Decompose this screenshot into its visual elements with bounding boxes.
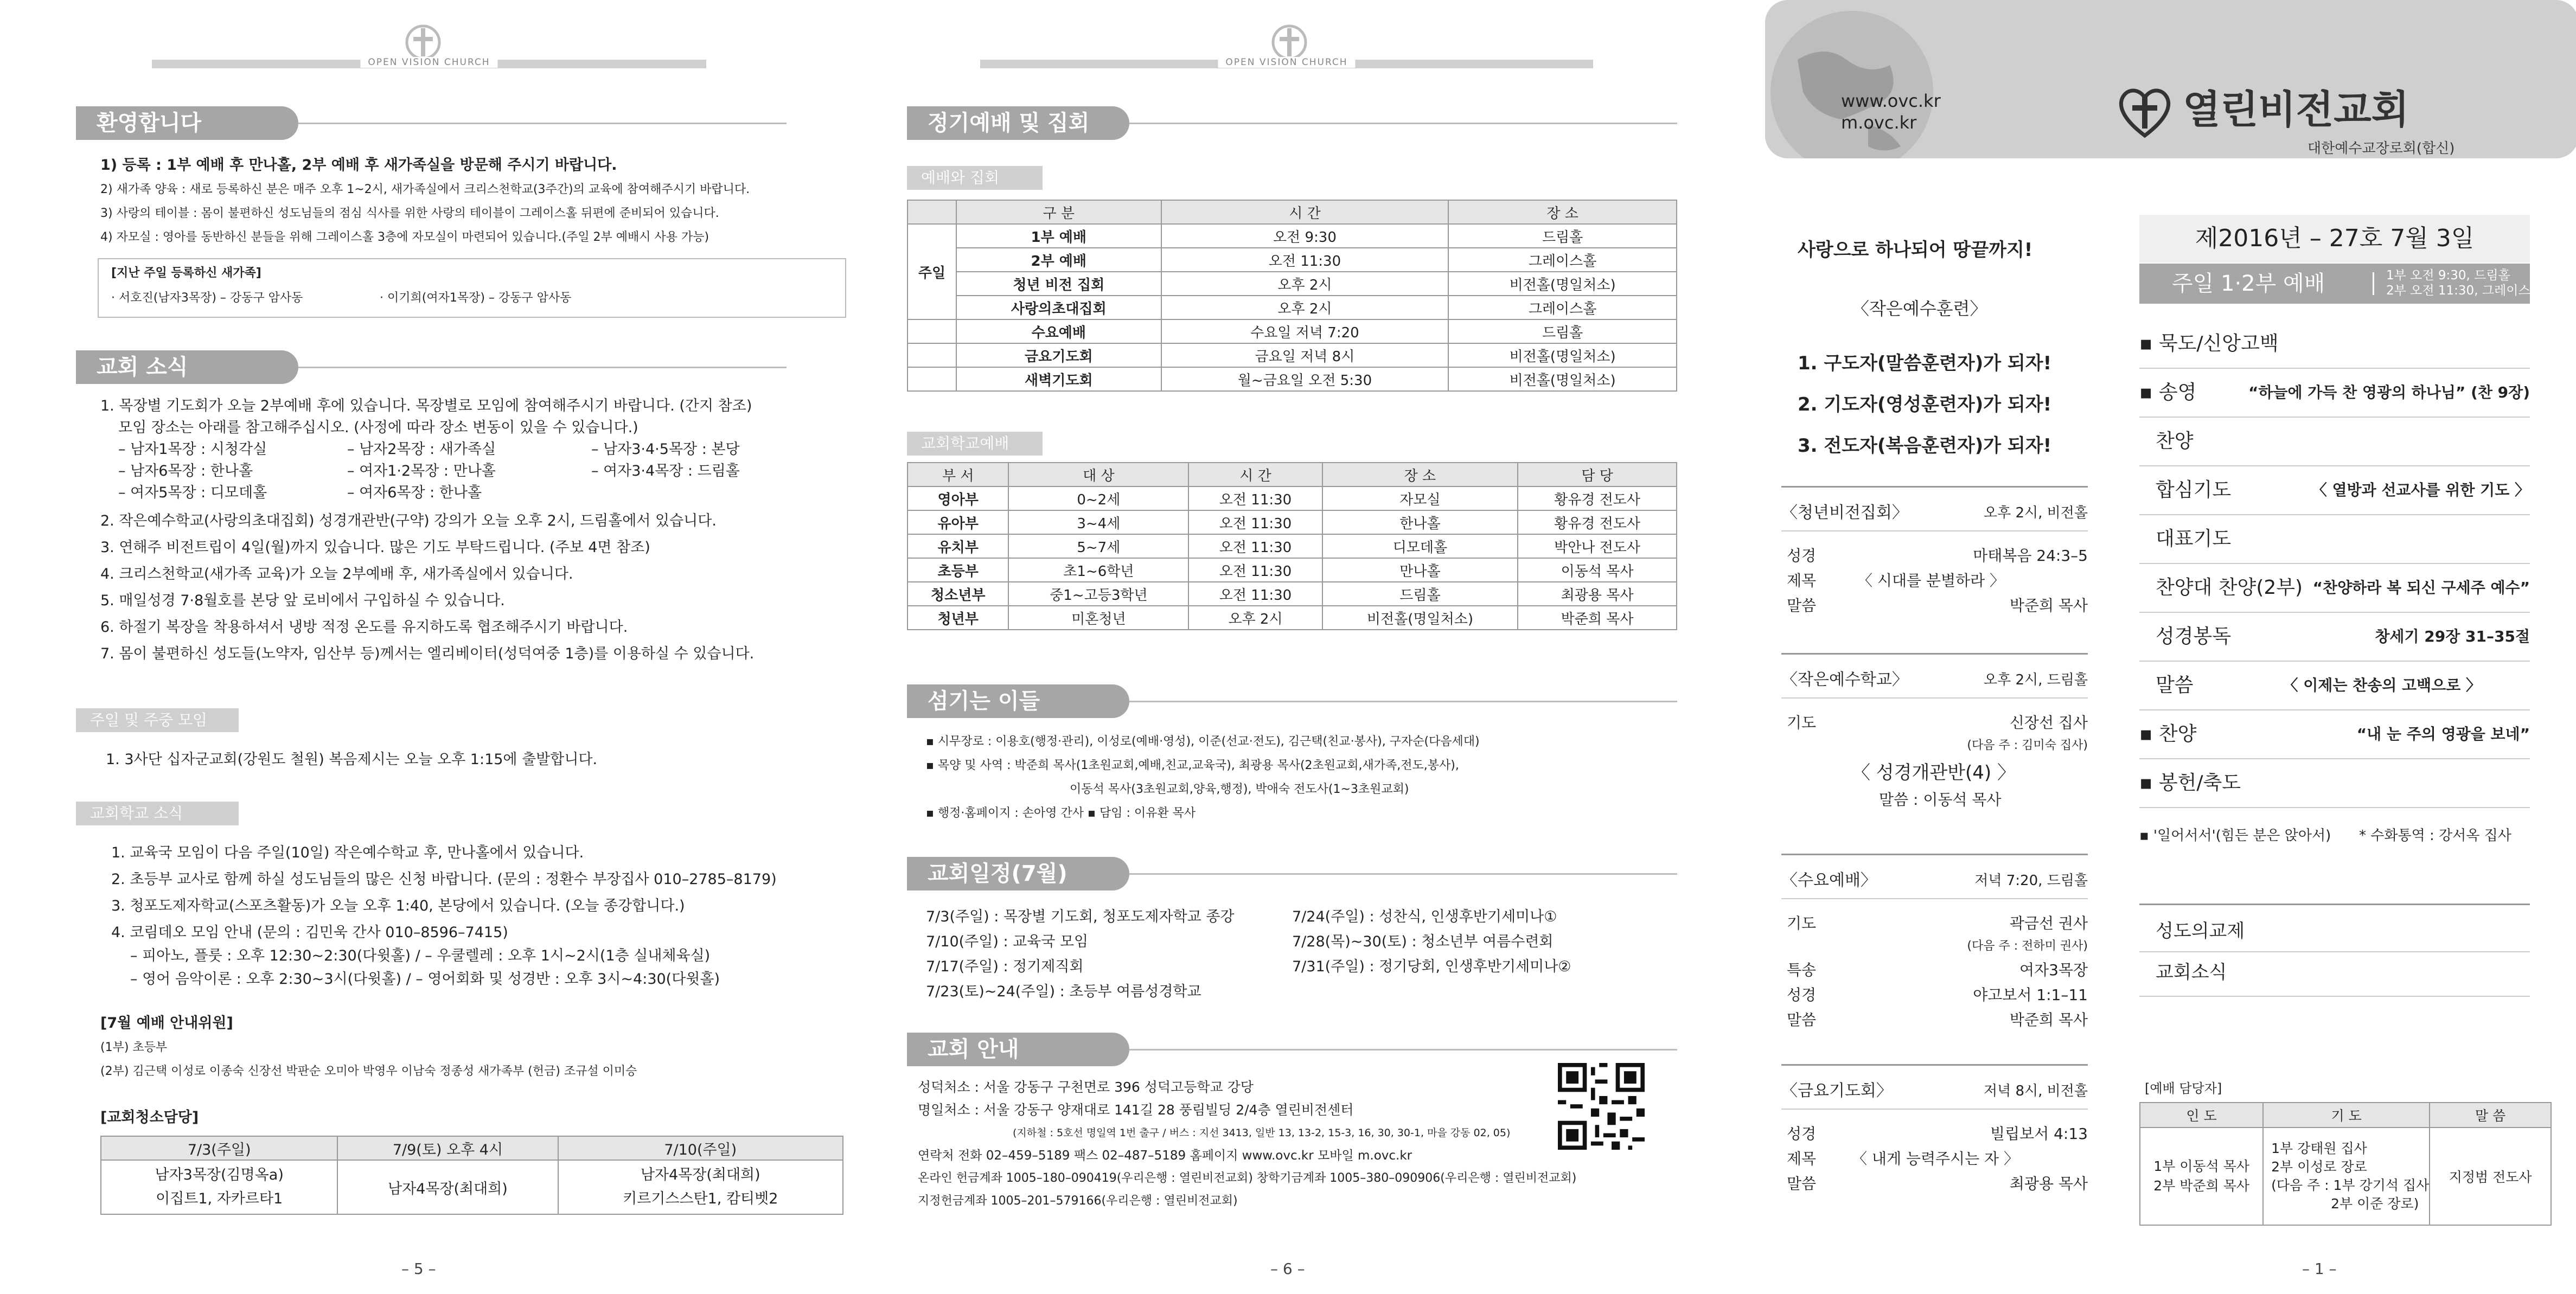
- page-5: [0, 0, 858, 1294]
- row-value: 박준희 목사: [2009, 597, 2088, 614]
- header-strip: [980, 57, 1593, 68]
- divider: [298, 123, 787, 124]
- schedule-item: 7/24(주일) : 성찬식, 인생후반기세미나①: [1292, 908, 1557, 925]
- table-cell: 오후 2시: [1188, 606, 1322, 630]
- welcome-item: 4) 자모실 : 영아를 동반하신 분들을 위해 그레이스홀 3층에 자모실이 마련되어 있습니다.(주일 2부 예배시 사용 가능): [100, 230, 709, 244]
- school-table: [907, 462, 1677, 630]
- fellowship-label: 성도의교제: [2156, 920, 2245, 942]
- table-cell: 오전 11:30: [1188, 486, 1322, 510]
- table-header: 장 소: [1322, 463, 1518, 486]
- header-strip: [152, 57, 706, 68]
- goal-item: 2. 기도자(영성훈련자)가 되자!: [1798, 394, 2052, 415]
- school-item: 4. 코림데오 모임 안내 (문의 : 김민욱 간사 010–8596–7415): [111, 924, 508, 941]
- clean-cell: 남자3목장(김명옥a): [155, 1167, 284, 1183]
- schedule-heading: 교회일정(7월): [907, 857, 1129, 891]
- order-label: 합심기도: [2156, 479, 2232, 501]
- order-label: 찬양대 찬양(2부): [2156, 576, 2303, 599]
- row-value: 최광용 목사: [2009, 1175, 2088, 1193]
- table-cell: 유치부: [907, 534, 1008, 558]
- divider: [2139, 807, 2530, 808]
- duty-cell: 2부 박준희 목사: [2153, 1178, 2249, 1194]
- row-label: 제목: [1787, 1150, 1817, 1168]
- goal-item: 1. 구도자(말씀훈련자)가 되자!: [1798, 353, 2052, 374]
- row-value: 박준희 목사: [2009, 1011, 2088, 1029]
- servants-line: ▪ 목양 및 사역 : 박준희 목사(1초원교회,예배,친교,교육국), 최광용 목사(2초원교회,새가족,전도,봉사),: [926, 759, 1459, 772]
- newcomer: · 서호진(남자3목장) – 강동구 암사동: [111, 291, 303, 305]
- divider: [1129, 701, 1677, 702]
- row-label: 제목: [1787, 572, 1817, 590]
- order-item: [2156, 466, 2530, 514]
- duty-cell: 2부 이준 장로): [2331, 1196, 2419, 1212]
- row-value: 여자3목장: [2019, 961, 2088, 979]
- table-cell: 0~2세: [1008, 486, 1188, 510]
- servants-line: ▪ 시무장로 : 이용호(행정·관리), 이성로(예배·영성), 이준(선교·전도), 김근택(친교·봉사), 구자순(다음세대): [926, 735, 1480, 748]
- clean-cell: 남자4목장(최대희): [640, 1167, 760, 1183]
- divider: [298, 367, 787, 368]
- small-head: [1781, 662, 2088, 699]
- row-label: 말씀: [1787, 1175, 1817, 1193]
- row-value: 〈 내게 능력주시는 자 〉: [1852, 1150, 2019, 1168]
- newcomer: · 이기희(여자1목장) – 강동구 암사동: [380, 291, 572, 305]
- district-item: 1. 3사단 십자군교회(강원도 철원) 복음제시는 오늘 오후 1:15에 출발합니다.: [106, 751, 598, 768]
- servants-line: 이동석 목사(3초원교회,양육,행정), 박애숙 전도사(1~3초원교회): [1070, 783, 1409, 796]
- table-cell: 월~금요일 오전 5:30: [1161, 367, 1449, 391]
- table-cell: 청소년부: [907, 582, 1008, 606]
- news-item: 3. 연해주 비전트립이 4일(월)까지 있습니다. 많은 기도 부탁드립니다. (주보 4면 참조): [100, 539, 650, 556]
- order-label: ▪ 찬양: [2139, 723, 2197, 745]
- table-cell: 드림홀: [1448, 319, 1677, 343]
- news-item: 1. 목장별 기도회가 오늘 2부예배 후에 있습니다. 목장별로 모임에 참여해주시기 바랍니다. (간지 참조): [100, 398, 752, 414]
- table-cell: 오전 9:30: [1161, 224, 1449, 248]
- row-value: 빌립보서 4:13: [1990, 1125, 2088, 1143]
- table-cell: 만나홀: [1322, 558, 1518, 582]
- schedule-item: 7/17(주일) : 정기제직회: [926, 958, 1084, 975]
- news-item: – 남자3·4·5목장 : 본당: [591, 441, 740, 458]
- table-cell: 수요예배: [956, 319, 1161, 343]
- table-cell: 자모실: [1322, 486, 1518, 510]
- info-line: 명일처소 : 서울 강동구 양재대로 141길 28 풍림빌딩 2/4층 열린비전센터: [918, 1102, 1354, 1118]
- service-time: 1부 오전 9:30, 드림홀: [2386, 268, 2510, 283]
- table-cell: 드림홀: [1448, 224, 1677, 248]
- wed-head-title: 〈수요예배〉: [1781, 871, 1877, 890]
- order-label: ▪ 봉헌/축도: [2139, 772, 2241, 794]
- news-item: – 남자2목장 : 새가족실: [347, 441, 496, 458]
- table-header: 구 분: [956, 200, 1161, 224]
- church-news-label: 교회소식: [2156, 962, 2227, 983]
- youth-head-time: 오후 2시, 비전홀: [1983, 505, 2088, 521]
- page-1-cover: [1716, 0, 2576, 1294]
- order-item: [2139, 710, 2530, 758]
- duty-header: 인 도: [2140, 1103, 2263, 1128]
- order-label: 찬양: [2156, 430, 2194, 452]
- page-number: – 6 –: [1270, 1260, 1305, 1278]
- duty-cell: 지정범 전도사: [2430, 1128, 2551, 1225]
- order-item: [2156, 662, 2530, 709]
- divider: [1129, 1049, 1677, 1050]
- order-item: [2156, 418, 2546, 465]
- school-item: – 영어 음악이론 : 오후 2:30~3시(다윗홀) / – 영어회화 및 성경반 : 오후 3시~4:30(다윗홀): [130, 971, 720, 988]
- clean-header: 7/9(토) 오후 4시: [337, 1136, 558, 1160]
- table-cell: 청년 비전 집회: [956, 272, 1161, 296]
- order-value: 〈 이제는 찬송의 고백으로 〉: [2283, 676, 2481, 694]
- denomination: 대한예수교장로회(합신): [2307, 140, 2455, 157]
- clean-header: 7/3(주일): [101, 1136, 337, 1160]
- duty-cell: 1부 이동석 목사: [2153, 1158, 2249, 1174]
- district-heading: 주일 및 주중 모임: [76, 708, 239, 732]
- small-jesus-title: 〈작은예수훈련〉: [1852, 298, 1987, 319]
- divider: [1781, 854, 2088, 855]
- order-label: 성경봉독: [2156, 625, 2232, 648]
- news-item: – 여자6목장 : 한나홀: [347, 484, 482, 501]
- interpreter-note: * 수화통역 : 강서옥 집사: [2359, 828, 2511, 844]
- row-value: 신장선 집사: [2009, 714, 2088, 732]
- table-cell: 디모데홀: [1322, 534, 1518, 558]
- info-line: 성덕처소 : 서울 강동구 구천면로 396 성덕고등학교 강당: [918, 1079, 1254, 1095]
- table-cell: 박준희 목사: [1518, 606, 1677, 630]
- issue-title: 제2016년 – 27호 7월 3일: [2139, 215, 2530, 262]
- servants-heading: 섬기는 이들: [907, 684, 1129, 718]
- table-cell: 금요일 저녁 8시: [1161, 343, 1449, 367]
- row-label: 기도: [1787, 714, 1817, 732]
- fri-head-time: 저녁 8시, 비전홀: [1983, 1083, 2088, 1099]
- small-speaker: 말씀 : 이동석 목사: [1879, 791, 2002, 809]
- wed-head: [1781, 862, 2088, 899]
- table-header: 장 소: [1448, 200, 1677, 224]
- sunday-label: 주일: [907, 224, 956, 319]
- news-item: 모임 장소는 아래를 참고해주십시오. (사정에 따라 장소 변동이 있을 수 있습니다.): [118, 419, 638, 436]
- small-head-time: 오후 2시, 드림홀: [1983, 672, 2088, 688]
- row-label: 성경: [1787, 547, 1817, 565]
- goal-item: 3. 전도자(복음훈련자)가 되자!: [1798, 435, 2052, 457]
- table-cell: 2부 예배: [956, 248, 1161, 272]
- divider: [2139, 904, 2530, 905]
- wed-head-time: 저녁 7:20, 드림홀: [1974, 873, 2088, 889]
- church-name: 열린비전교회: [2183, 87, 2409, 132]
- row-sub: (다음 주 : 김미숙 집사): [1967, 739, 2088, 752]
- schedule-item: 7/28(목)~30(토) : 청소년부 여름수련회: [1292, 933, 1554, 950]
- duty-cell: 2부 이성로 장로: [2271, 1159, 2367, 1175]
- school-subheading: 교회학교예배: [907, 432, 1043, 456]
- table-cell: 최광용 목사: [1518, 582, 1677, 606]
- duty-table: [2139, 1102, 2552, 1226]
- service-time: 2부 오전 11:30, 그레이스홀: [2386, 284, 2542, 298]
- order-label: 대표기도: [2156, 528, 2232, 550]
- table-header: 대 상: [1008, 463, 1188, 486]
- fri-head: [1781, 1073, 2088, 1110]
- order-value: “내 눈 주의 영광을 보네”: [2356, 725, 2530, 743]
- bar-divider: [2373, 272, 2374, 295]
- order-label: 말씀: [2156, 674, 2194, 696]
- brand-text: OPEN VISION CHURCH: [360, 57, 497, 68]
- table-cell: 비전홀(명일처소): [1322, 606, 1518, 630]
- row-label: 기도: [1787, 914, 1817, 932]
- table-cell: 오전 11:30: [1188, 534, 1322, 558]
- july-title: [7월 예배 안내위원]: [100, 1015, 233, 1032]
- qr-code-icon[interactable]: [1558, 1063, 1645, 1150]
- news-item: – 여자3·4목장 : 드림홀: [591, 463, 740, 479]
- row-label: 말씀: [1787, 597, 1817, 614]
- youth-head: [1781, 495, 2088, 531]
- schedule-item: 7/23(토)~24(주일) : 초등부 여름성경학교: [926, 983, 1201, 1000]
- table-cell: 황유경 전도사: [1518, 510, 1677, 534]
- school-heading: 교회학교 소식: [76, 802, 239, 825]
- clean-cell: 남자4목장(최대희): [337, 1160, 558, 1214]
- school-item: – 피아노, 플룻 : 오후 12:30~2:30(다윗홀) / – 우쿨렐레 : 오후 1시~2시(1층 실내체육실): [130, 947, 711, 964]
- order-value: 〈 열방과 선교사를 위한 기도 〉: [2311, 481, 2530, 499]
- info-line: 지정헌금계좌 1005–201–579166(우리은행 : 열린비전교회): [918, 1194, 1238, 1208]
- table-cell: 영아부: [907, 486, 1008, 510]
- row-label: 성경: [1787, 1125, 1817, 1143]
- news-item: 2. 작은예수학교(사랑의초대집회) 성경개관반(구약) 강의가 오늘 오후 2시, 드림홀에서 있습니다.: [100, 513, 717, 529]
- news-item: 5. 매일성경 7·8월호를 본당 앞 로비에서 구입하실 수 있습니다.: [100, 592, 505, 609]
- table-cell: 오전 11:30: [1161, 248, 1449, 272]
- row-label: 성경: [1787, 986, 1817, 1004]
- worship-heading: 정기예배 및 집회: [907, 106, 1129, 140]
- row-value: 〈 시대를 분별하라 〉: [1857, 572, 2005, 590]
- order-item: [2156, 613, 2530, 661]
- table-cell: 오후 2시: [1161, 296, 1449, 319]
- mobile-url[interactable]: m.ovc.kr: [1841, 112, 1917, 133]
- slogan: 사랑으로 하나되어 땅끝까지!: [1798, 239, 2033, 261]
- news-item: – 여자1·2목장 : 만나홀: [347, 463, 496, 479]
- table-cell: 5~7세: [1008, 534, 1188, 558]
- small-title: 〈 성경개관반(4) 〉: [1852, 762, 2016, 784]
- news-item: 4. 크리스천학교(새가족 교육)가 오늘 2부예배 후, 새가족실에서 있습니다.: [100, 566, 573, 582]
- school-item: 3. 청포도제자학교(스포츠활동)가 오늘 오후 1:40, 본당에서 있습니다. (오늘 종강합니다.): [111, 898, 685, 914]
- rise-note: ▪ '일어서서'(힘든 분은 앉아서): [2139, 828, 2331, 844]
- youth-head-title: 〈청년비전집회〉: [1781, 503, 1908, 522]
- brand-text: OPEN VISION CHURCH: [1218, 57, 1355, 68]
- service-title: 주일 1·2부 예배: [2172, 271, 2325, 296]
- divider: [1781, 653, 2088, 655]
- table-cell: 초등부: [907, 558, 1008, 582]
- schedule-item: 7/10(주일) : 교육국 모임: [926, 933, 1089, 950]
- news-item: – 남자6목장 : 한나홀: [118, 463, 253, 479]
- worship-table: [907, 200, 1677, 392]
- duty-cell: (다음 주 : 1부 강기석 집사: [2271, 1177, 2430, 1193]
- table-cell: 그레이스홀: [1448, 296, 1677, 319]
- clean-header: 7/10(주일): [558, 1136, 843, 1160]
- school-item: 1. 교육국 모임이 다음 주일(10일) 작은예수학교 후, 만나홀에서 있습니다.: [111, 844, 584, 861]
- table-cell: 유아부: [907, 510, 1008, 534]
- order-item: [2139, 759, 2530, 807]
- divider: [2139, 996, 2530, 997]
- fri-head-title: 〈금요기도회〉: [1781, 1081, 1893, 1100]
- duty-title: [예배 담당자]: [2145, 1081, 2222, 1096]
- table-cell: 그레이스홀: [1448, 248, 1677, 272]
- news-item: – 여자5목장 : 디모데홀: [118, 484, 267, 501]
- welcome-item: 2) 새가족 양육 : 새로 등록하신 분은 매주 오후 1~2시, 새가족실에서 크리스천학교(3주간)의 교육에 참여해주시기 바랍니다.: [100, 183, 750, 196]
- table-cell: 비전홀(명일처소): [1448, 367, 1677, 391]
- table-header: 부 서: [907, 463, 1008, 486]
- table-cell: 미혼청년: [1008, 606, 1188, 630]
- duty-header: 기 도: [2263, 1103, 2430, 1128]
- church-logo-icon: [2115, 81, 2175, 141]
- row-value: 야고보서 1:1–11: [1973, 986, 2088, 1004]
- small-head-title: 〈작은예수학교〉: [1781, 670, 1908, 689]
- order-label: ▪ 묵도/신앙고백: [2139, 332, 2279, 355]
- table-cell: 1부 예배: [956, 224, 1161, 248]
- divider: [1129, 123, 1677, 124]
- table-cell: 청년부: [907, 606, 1008, 630]
- table-cell: 사랑의초대집회: [956, 296, 1161, 319]
- website-url[interactable]: www.ovc.kr: [1841, 91, 1941, 111]
- table-cell: 초1~6학년: [1008, 558, 1188, 582]
- table-cell: 오전 11:30: [1188, 558, 1322, 582]
- table-cell: 비전홀(명일처소): [1448, 343, 1677, 367]
- info-line: 온라인 헌금계좌 1005–180–090419(우리은행 : 열린비전교회) 창학기금계좌 1005–380–090906(우리은행 : 열린비전교회): [918, 1171, 1577, 1185]
- order-item: [2156, 515, 2546, 563]
- row-value: 마태복음 24:3–5: [1973, 547, 2088, 565]
- info-heading: 교회 안내: [907, 1033, 1129, 1066]
- table-cell: 황유경 전도사: [1518, 486, 1677, 510]
- table-cell: 오후 2시: [1161, 272, 1449, 296]
- july-line: (1부) 초등부: [100, 1041, 168, 1054]
- news-item: – 남자1목장 : 시청각실: [118, 441, 267, 458]
- order-item: [2139, 320, 2530, 368]
- row-label: 특송: [1787, 961, 1817, 979]
- school-item: 2. 초등부 교사로 함께 하실 성도님들의 많은 신청 바랍니다. (문의 : 정환수 부장집사 010–2785–8179): [111, 871, 777, 888]
- page-6: [858, 0, 1716, 1294]
- news-item: 6. 하절기 복장을 착용하셔서 냉방 적정 온도를 유지하도록 협조해주시기 바랍니다.: [100, 619, 628, 636]
- info-line: 연락처 전화 02–459–5189 팩스 02–487–5189 홈페이지 www.ovc.kr 모바일 m.ovc.kr: [918, 1149, 1412, 1163]
- news-heading: 교회 소식: [76, 350, 298, 384]
- order-item: [2139, 369, 2530, 417]
- table-cell: 박안나 전도사: [1518, 534, 1677, 558]
- welcome-heading: 환영합니다: [76, 106, 298, 140]
- duty-cell: 1부 강태원 집사: [2271, 1141, 2367, 1156]
- divider: [1781, 1064, 2088, 1066]
- info-line: (지하철 : 5호선 명일역 1번 출구 / 버스 : 지선 3413, 일반 13, 13-2, 15-3, 16, 30, 30-1, 마을 강동 02, 05): [1013, 1127, 1511, 1139]
- order-value: “찬양하라 복 되신 구세주 예수”: [2312, 579, 2530, 597]
- table-cell: 3~4세: [1008, 510, 1188, 534]
- table-cell: 새벽기도회: [956, 367, 1161, 391]
- table-cell: 이동석 목사: [1518, 558, 1677, 582]
- adult-subheading: 예배와 집회: [907, 166, 1043, 190]
- july-line: (2부) 김근택 이성로 이종숙 신장선 박판순 오미아 박영우 이남숙 정종성 새가족부 (헌금) 조규설 이미승: [100, 1065, 637, 1078]
- clean-table: [100, 1136, 843, 1215]
- order-item: [2156, 564, 2530, 612]
- table-cell: 수요일 저녁 7:20: [1161, 319, 1449, 343]
- page-number: – 1 –: [2302, 1260, 2337, 1278]
- table-cell: 오전 11:30: [1188, 510, 1322, 534]
- table-cell: 한나홀: [1322, 510, 1518, 534]
- globe-icon: [1765, 11, 1960, 158]
- news-item: 7. 몸이 불편하신 성도들(노약자, 임산부 등)께서는 엘리베이터(성덕여중 1층)를 이용하실 수 있습니다.: [100, 645, 755, 662]
- table-header: 시 간: [1161, 200, 1449, 224]
- service-bar: [2139, 264, 2542, 304]
- schedule-item: 7/31(주일) : 정기당회, 인생후반기세미나②: [1292, 958, 1571, 975]
- table-cell: 금요기도회: [956, 343, 1161, 367]
- divider: [1129, 873, 1677, 875]
- welcome-item: 1) 등록 : 1부 예배 후 만나홀, 2부 예배 후 새가족실을 방문해 주시기 바랍니다.: [100, 157, 617, 174]
- table-cell: 비전홀(명일처소): [1448, 272, 1677, 296]
- order-value: “하늘에 가득 찬 영광의 하나님” (찬 9장): [2248, 383, 2530, 401]
- duty-header: 말 씀: [2430, 1103, 2551, 1128]
- clean-cell: 키르기스스탄1, 캄티벳2: [623, 1190, 778, 1207]
- page-number: – 5 –: [401, 1260, 436, 1278]
- table-cell: 오전 11:30: [1188, 582, 1322, 606]
- order-value: 창세기 29장 31–35절: [2375, 627, 2530, 645]
- row-value: 곽금선 권사: [2009, 914, 2088, 932]
- schedule-item: 7/3(주일) : 목장별 기도회, 청포도제자학교 종강: [926, 908, 1235, 925]
- table-cell: 드림홀: [1322, 582, 1518, 606]
- row-label: 말씀: [1787, 1011, 1817, 1029]
- clean-title: [교회청소담당]: [100, 1109, 199, 1126]
- newcomers-title: [지난 주일 등록하신 새가족]: [111, 266, 261, 280]
- table-header: 시 간: [1188, 463, 1322, 486]
- divider: [1781, 486, 2088, 488]
- servants-line: ▪ 행정·홈페이지 : 손아영 간사 ▪ 담임 : 이유환 목사: [926, 806, 1196, 820]
- row-sub: (다음 주 : 전하미 권사): [1967, 939, 2088, 953]
- table-header: 담 당: [1518, 463, 1677, 486]
- welcome-item: 3) 사랑의 테이블 : 몸이 불편하신 성도님들의 점심 식사를 위한 사랑의 테이블이 그레이스홀 뒤편에 준비되어 있습니다.: [100, 207, 719, 220]
- order-label: ▪ 송영: [2139, 381, 2197, 403]
- table-cell: 중1~고등3학년: [1008, 582, 1188, 606]
- clean-cell: 이집트1, 자카르타1: [156, 1190, 283, 1207]
